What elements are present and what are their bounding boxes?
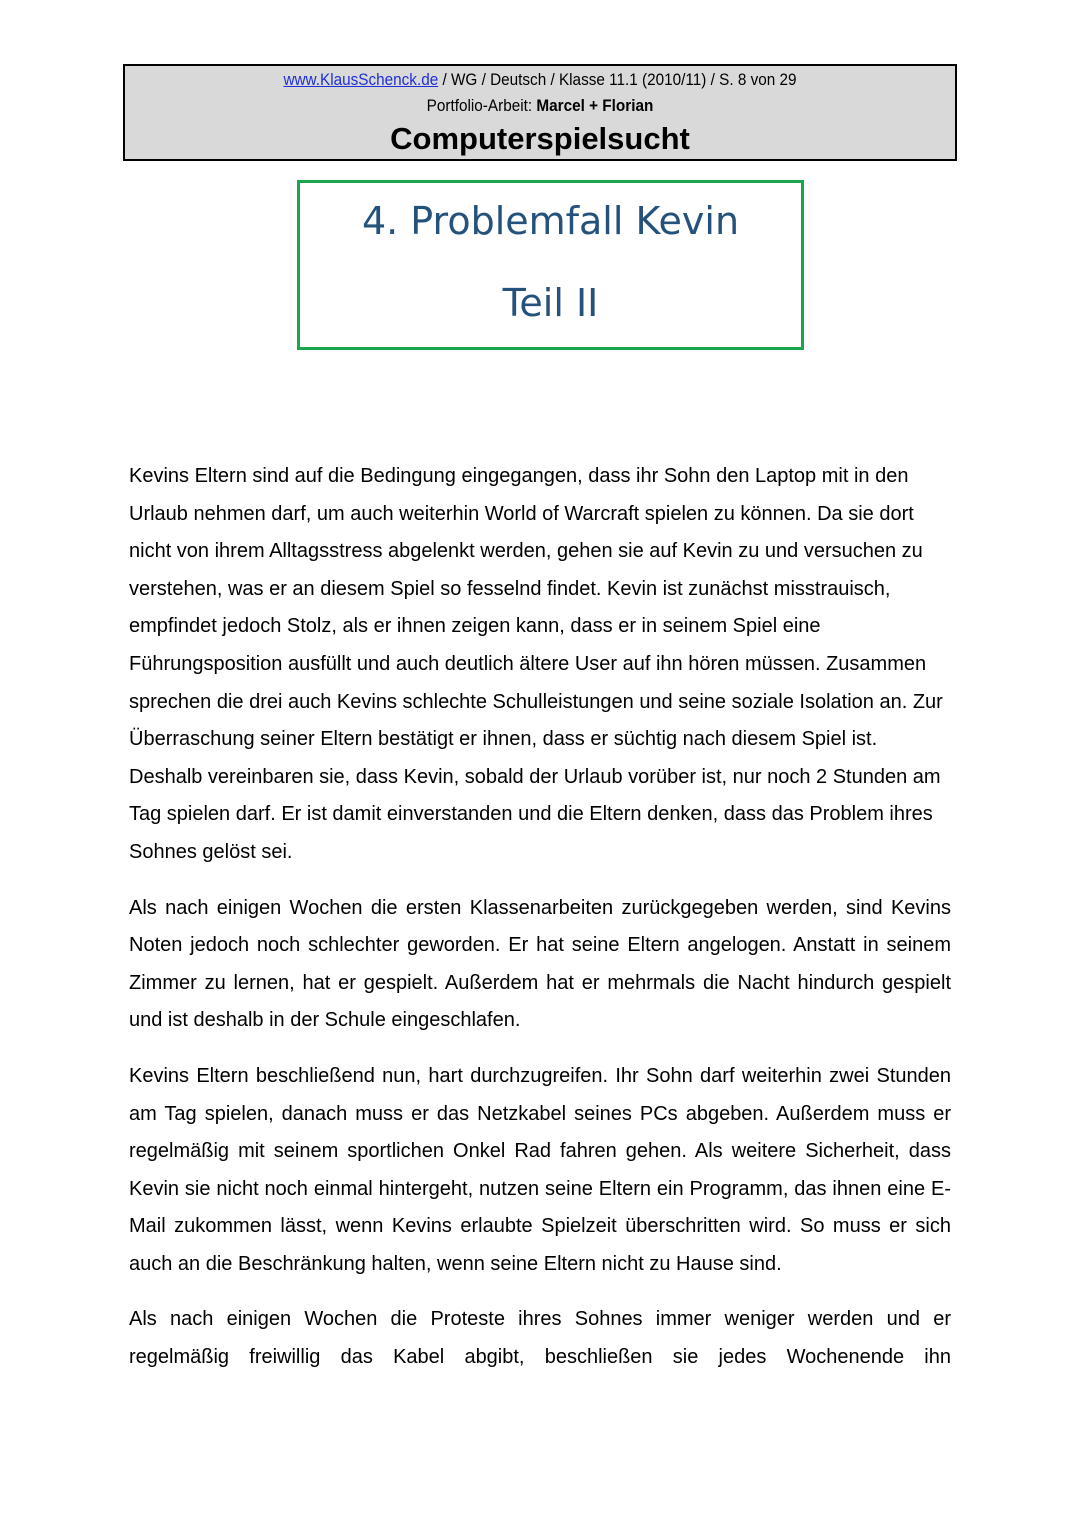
- header-portfolio-line: [167, 96, 914, 116]
- paragraph-4: Als nach einigen Wochen die Proteste ihres Sohnes immer weniger werden und er regelmäßig freiwillig das Kabel abgibt, beschließen sie jedes Wochenende ihn: [129, 1308, 951, 1369]
- paragraph-2: Als nach einigen Wochen die ersten Klassenarbeiten zurückgegeben werden, sind Kevins Noten jedoch noch schlechter geworden. Er hat seine Eltern angelogen. Anstatt in seinem Zimmer zu lernen, hat er gespielt. Außerdem hat er mehrmals die Nacht hindurch gespielt und ist deshalb in der Schule eingeschlafen.: [129, 896, 951, 1032]
- website-link[interactable]: www.KlausSchenck.de: [283, 70, 439, 89]
- chapter-title: 4. Problemfall Kevin: [361, 199, 740, 243]
- portfolio-authors: Marcel + Florian: [536, 96, 654, 115]
- body-text: [129, 458, 951, 1395]
- chapter-subtitle: Teil II: [502, 281, 599, 325]
- portfolio-prefix: Portfolio-Arbeit:: [426, 96, 537, 115]
- paragraph-1: Kevins Eltern sind auf die Bedingung eingegangen, dass ihr Sohn den Laptop mit in den Urlaub nehmen darf, um auch weiterhin World of Warcraft spielen zu können. Da sie dort nicht von ihrem Alltagsstress abgelenkt werden, gehen sie auf Kevin zu und versuchen zu verstehen, was er an diesem Spiel so fesselnd findet. Kevin ist zunächst misstrauisch, empfindet jedoch Stolz, als er ihnen zeigen kann, dass er in seinem Spiel eine Führungsposition ausfüllt und auch deutlich ältere User auf ihn hören müssen. Zusammen sprechen die drei auch Kevins schlechte Schulleistungen und seine soziale Isolation an. Zur Überraschung seiner Eltern bestätigt er ihnen, dass er süchtig nach diesem Spiel ist. Deshalb vereinbaren sie, dass Kevin, sobald der Urlaub vorüber ist, nur noch 2 Stunden am Tag spielen darf. Er ist damit einverstanden und die Eltern denken, dass das Problem ihres Sohnes gelöst sei.: [129, 465, 943, 863]
- chapter-heading-box: [297, 180, 804, 350]
- document-header: [123, 64, 957, 161]
- paragraph-3: Kevins Eltern beschließend nun, hart durchzugreifen. Ihr Sohn darf weiterhin zwei Stunden am Tag spielen, danach muss er das Netzkabel seines PCs abgeben. Außerdem muss er regelmäßig mit seinem sportlichen Onkel Rad fahren gehen. Als weitere Sicherheit, dass Kevin sie nicht noch einmal hintergeht, nutzen seine Eltern ein Programm, das ihnen eine E-Mail zukommen lässt, wenn Kevins erlaubte Spielzeit überschritten wird. So muss er sich auch an die Beschränkung halten, wenn seine Eltern nicht zu Hause sind.: [129, 1064, 951, 1275]
- document-title: Computerspielsucht: [390, 121, 690, 156]
- header-breadcrumb: / WG / Deutsch / Klasse 11.1 (2010/11) / S. 8 von 29: [438, 70, 797, 89]
- header-source-line: [167, 70, 914, 90]
